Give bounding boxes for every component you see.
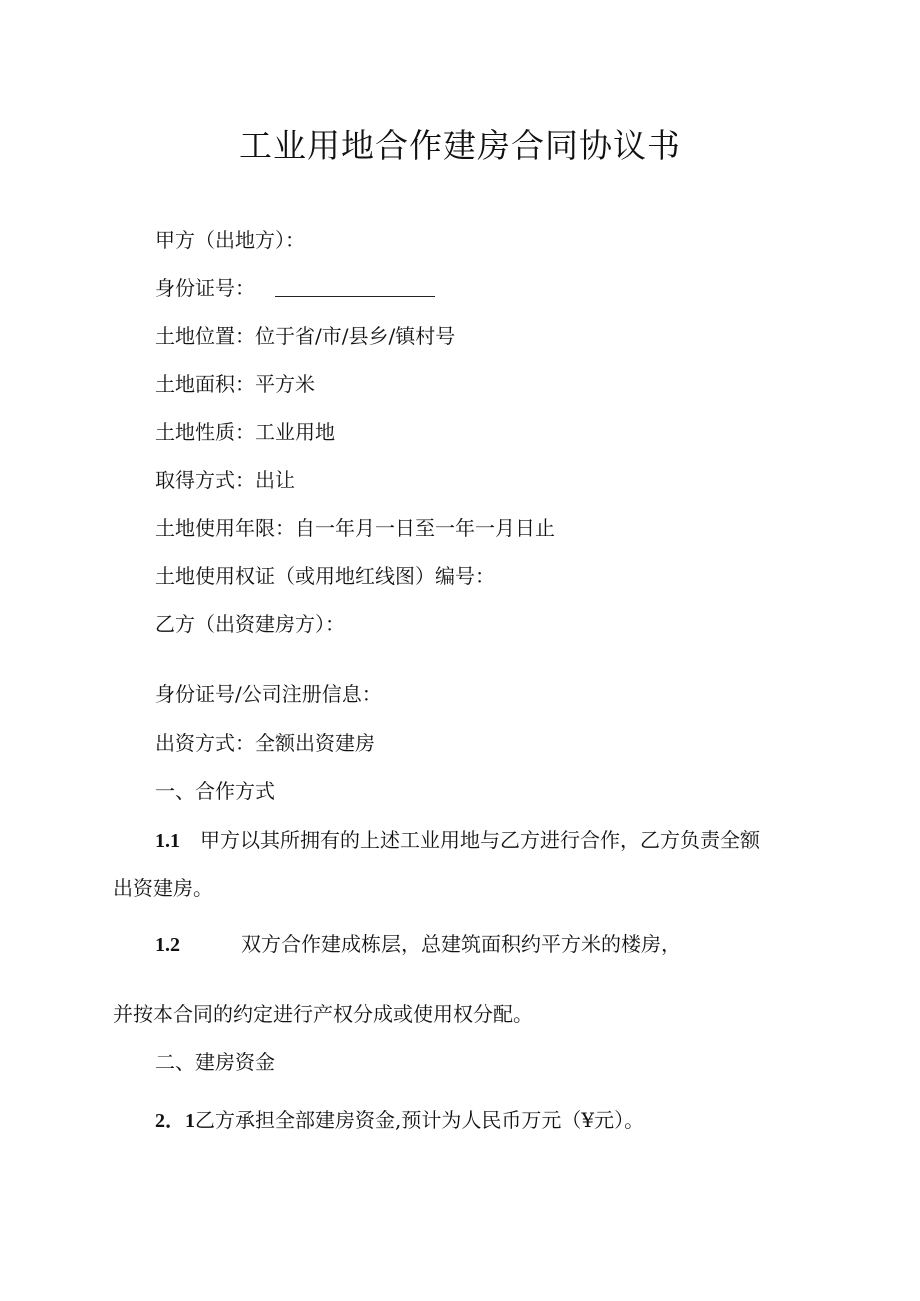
acquisition-method: 取得方式：出让	[155, 468, 295, 492]
clause-1-2-continuation: 并按本合同的约定进行产权分成或使用权分配。	[113, 1002, 533, 1026]
document-title: 工业用地合作建房合同协议书	[239, 126, 681, 165]
land-area: 土地面积：平方米	[155, 372, 315, 396]
clause-1-1	[155, 826, 760, 855]
land-nature: 土地性质：工业用地	[155, 420, 335, 444]
section-2-heading: 二、建房资金	[155, 1050, 275, 1074]
id-number-blank	[275, 276, 435, 297]
section-1-heading: 一、合作方式	[155, 779, 275, 803]
clause-text: 乙方承担全部建房资金,预计为人民币万元（¥元）。	[195, 1108, 645, 1132]
party-a-label: 甲方（出地方）：	[155, 228, 305, 252]
clause-1-2	[155, 930, 681, 959]
clause-text: 双方合作建成栋层，总建筑面积约平方米的楼房，	[241, 932, 681, 956]
land-certificate: 土地使用权证（或用地红线图）编号：	[155, 564, 495, 588]
clause-number: 1.1	[155, 830, 180, 852]
id-number-label: 身份证号：	[155, 276, 255, 300]
investment-method: 出资方式：全额出资建房	[155, 731, 375, 755]
land-term: 土地使用年限：自一年月一日至一年一月日止	[155, 516, 555, 540]
id-number-row	[155, 274, 435, 302]
clause-number: 1.2	[155, 934, 180, 956]
clause-text: 甲方以其所拥有的上述工业用地与乙方进行合作，乙方负责全额	[200, 828, 760, 852]
clause-2-1	[155, 1106, 644, 1135]
party-b-label: 乙方（出资建房方）：	[155, 612, 345, 636]
land-location: 土地位置：位于省/市/县乡/镇村号	[155, 324, 456, 348]
id-or-company-info: 身份证号/公司注册信息：	[155, 682, 382, 706]
clause-1-1-continuation: 出资建房。	[113, 876, 213, 900]
clause-number: 2．1	[155, 1110, 195, 1132]
